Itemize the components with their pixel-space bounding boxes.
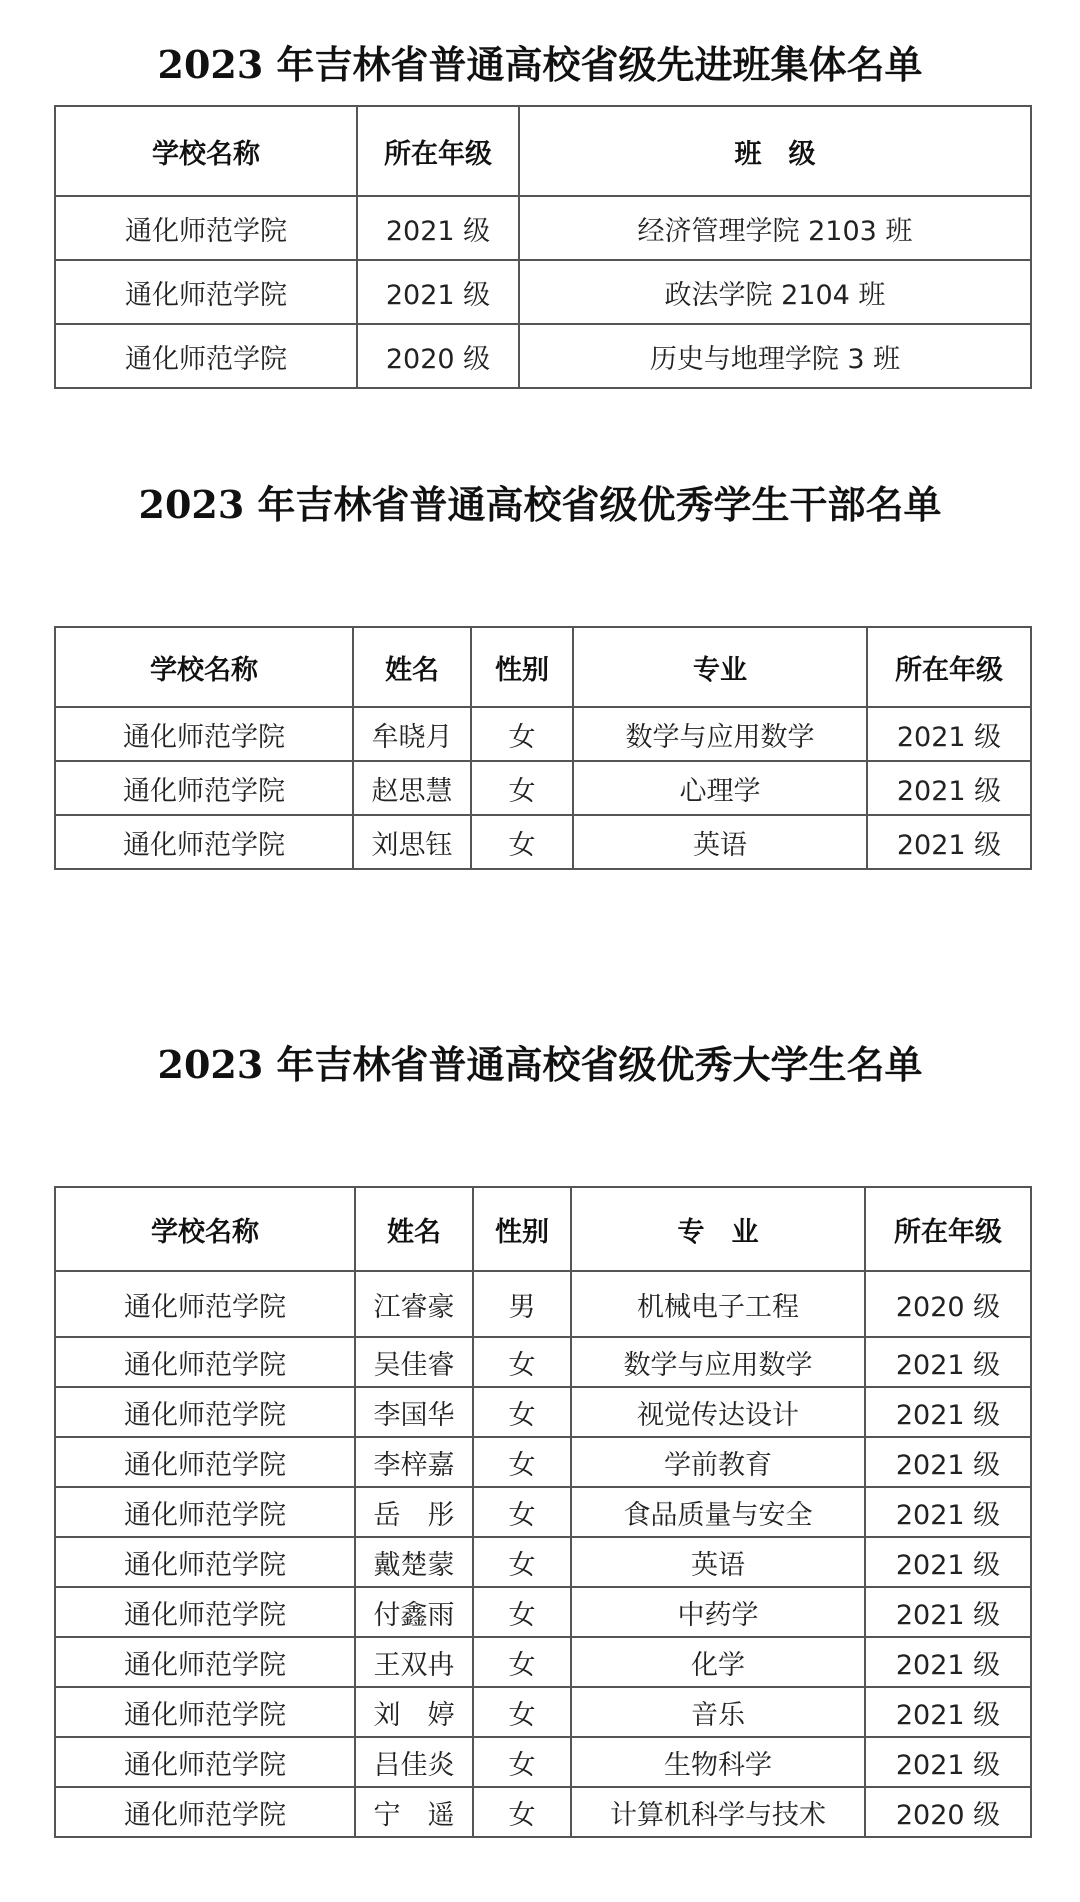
- header-gender: 性别: [473, 1187, 571, 1271]
- cell-gender: 男: [473, 1271, 571, 1337]
- excellent-student-table: [54, 1186, 1032, 1838]
- table-row: [55, 1687, 1031, 1737]
- cell-major: 英语: [571, 1537, 865, 1587]
- header-gender: 性别: [471, 627, 573, 707]
- cell-grade: 2021 级: [865, 1637, 1031, 1687]
- table-header-row: [55, 627, 1031, 707]
- cell-major: 计算机科学与技术: [571, 1787, 865, 1837]
- cell-name: 李梓嘉: [355, 1437, 473, 1487]
- cell-gender: 女: [471, 707, 573, 761]
- cell-gender: 女: [473, 1787, 571, 1837]
- cell-gender: 女: [473, 1437, 571, 1487]
- cell-gender: 女: [473, 1387, 571, 1437]
- table-row: [55, 1437, 1031, 1487]
- header-name: 姓名: [353, 627, 471, 707]
- cell-school: 通化师范学院: [55, 761, 353, 815]
- cell-school: 通化师范学院: [55, 1437, 355, 1487]
- header-grade: 所在年级: [357, 106, 519, 196]
- cell-major: 心理学: [573, 761, 867, 815]
- cell-major: 视觉传达设计: [571, 1387, 865, 1437]
- table-row: [55, 260, 1031, 324]
- cell-school: 通化师范学院: [55, 1537, 355, 1587]
- cell-major: 中药学: [571, 1587, 865, 1637]
- cell-grade: 2021 级: [865, 1437, 1031, 1487]
- cell-major: 数学与应用数学: [571, 1337, 865, 1387]
- table-row: [55, 1487, 1031, 1537]
- table-row: [55, 1337, 1031, 1387]
- student-cadre-table: [54, 626, 1032, 870]
- cell-name: 王双冉: [355, 1637, 473, 1687]
- cell-grade: 2021 级: [865, 1537, 1031, 1587]
- cell-grade: 2021 级: [865, 1487, 1031, 1537]
- cell-grade: 2021 级: [865, 1587, 1031, 1637]
- cell-major: 化学: [571, 1637, 865, 1687]
- cell-school: 通化师范学院: [55, 1487, 355, 1537]
- cell-major: 机械电子工程: [571, 1271, 865, 1337]
- cell-gender: 女: [473, 1587, 571, 1637]
- cell-grade: 2021 级: [865, 1387, 1031, 1437]
- header-name: 姓名: [355, 1187, 473, 1271]
- cell-gender: 女: [473, 1337, 571, 1387]
- table-row: [55, 707, 1031, 761]
- cell-name: 赵思慧: [353, 761, 471, 815]
- cell-school: 通化师范学院: [55, 1271, 355, 1337]
- cell-school: 通化师范学院: [55, 707, 353, 761]
- table-row: [55, 815, 1031, 869]
- cell-name: 牟晓月: [353, 707, 471, 761]
- cell-major: 数学与应用数学: [573, 707, 867, 761]
- cell-name: 江睿豪: [355, 1271, 473, 1337]
- header-school: 学校名称: [55, 1187, 355, 1271]
- table-row: [55, 1387, 1031, 1437]
- cell-school: 通化师范学院: [55, 1637, 355, 1687]
- student-cadre-title: 2023 年吉林省普通高校省级优秀学生干部名单: [138, 482, 942, 527]
- cell-school: 通化师范学院: [55, 1737, 355, 1787]
- header-school: 学校名称: [55, 106, 357, 196]
- table-row: [55, 1637, 1031, 1687]
- excellent-student-title: 2023 年吉林省普通高校省级优秀大学生名单: [157, 1042, 923, 1087]
- advanced-class-table: [54, 105, 1032, 389]
- cell-gender: 女: [473, 1487, 571, 1537]
- cell-grade: 2021 级: [357, 196, 519, 260]
- cell-major: 学前教育: [571, 1437, 865, 1487]
- table-header-row: [55, 106, 1031, 196]
- cell-gender: 女: [471, 761, 573, 815]
- cell-name: 吴佳睿: [355, 1337, 473, 1387]
- table-row: [55, 1787, 1031, 1837]
- cell-gender: 女: [473, 1737, 571, 1787]
- cell-name: 刘思钰: [353, 815, 471, 869]
- cell-grade: 2020 级: [865, 1787, 1031, 1837]
- cell-name: 李国华: [355, 1387, 473, 1437]
- cell-grade: 2021 级: [865, 1737, 1031, 1787]
- table-row: [55, 761, 1031, 815]
- table-row: [55, 1537, 1031, 1587]
- cell-class: 经济管理学院 2103 班: [519, 196, 1031, 260]
- cell-name: 岳 彤: [355, 1487, 473, 1537]
- table-row: [55, 324, 1031, 388]
- table-row: [55, 1737, 1031, 1787]
- cell-name: 宁 遥: [355, 1787, 473, 1837]
- cell-school: 通化师范学院: [55, 1587, 355, 1637]
- cell-school: 通化师范学院: [55, 1387, 355, 1437]
- cell-school: 通化师范学院: [55, 260, 357, 324]
- cell-name: 戴楚蒙: [355, 1537, 473, 1587]
- cell-gender: 女: [473, 1537, 571, 1587]
- cell-grade: 2021 级: [867, 815, 1031, 869]
- cell-grade: 2020 级: [865, 1271, 1031, 1337]
- advanced-class-title: 2023 年吉林省普通高校省级先进班集体名单: [157, 42, 923, 87]
- header-class: 班 级: [519, 106, 1031, 196]
- table-header-row: [55, 1187, 1031, 1271]
- cell-name: 刘 婷: [355, 1687, 473, 1737]
- cell-major: 生物科学: [571, 1737, 865, 1787]
- cell-grade: 2021 级: [357, 260, 519, 324]
- cell-school: 通化师范学院: [55, 1337, 355, 1387]
- header-grade: 所在年级: [867, 627, 1031, 707]
- cell-class: 政法学院 2104 班: [519, 260, 1031, 324]
- cell-major: 食品质量与安全: [571, 1487, 865, 1537]
- cell-major: 音乐: [571, 1687, 865, 1737]
- cell-grade: 2021 级: [867, 761, 1031, 815]
- cell-major: 英语: [573, 815, 867, 869]
- cell-grade: 2020 级: [357, 324, 519, 388]
- cell-gender: 女: [471, 815, 573, 869]
- table-row: [55, 1271, 1031, 1337]
- cell-class: 历史与地理学院 3 班: [519, 324, 1031, 388]
- cell-school: 通化师范学院: [55, 1787, 355, 1837]
- cell-school: 通化师范学院: [55, 815, 353, 869]
- cell-school: 通化师范学院: [55, 324, 357, 388]
- header-major: 专业: [573, 627, 867, 707]
- table-row: [55, 1587, 1031, 1637]
- header-major: 专 业: [571, 1187, 865, 1271]
- cell-grade: 2021 级: [867, 707, 1031, 761]
- cell-grade: 2021 级: [865, 1337, 1031, 1387]
- cell-name: 吕佳炎: [355, 1737, 473, 1787]
- cell-school: 通化师范学院: [55, 196, 357, 260]
- cell-school: 通化师范学院: [55, 1687, 355, 1737]
- cell-name: 付鑫雨: [355, 1587, 473, 1637]
- cell-gender: 女: [473, 1637, 571, 1687]
- cell-grade: 2021 级: [865, 1687, 1031, 1737]
- table-row: [55, 196, 1031, 260]
- header-grade: 所在年级: [865, 1187, 1031, 1271]
- header-school: 学校名称: [55, 627, 353, 707]
- cell-gender: 女: [473, 1687, 571, 1737]
